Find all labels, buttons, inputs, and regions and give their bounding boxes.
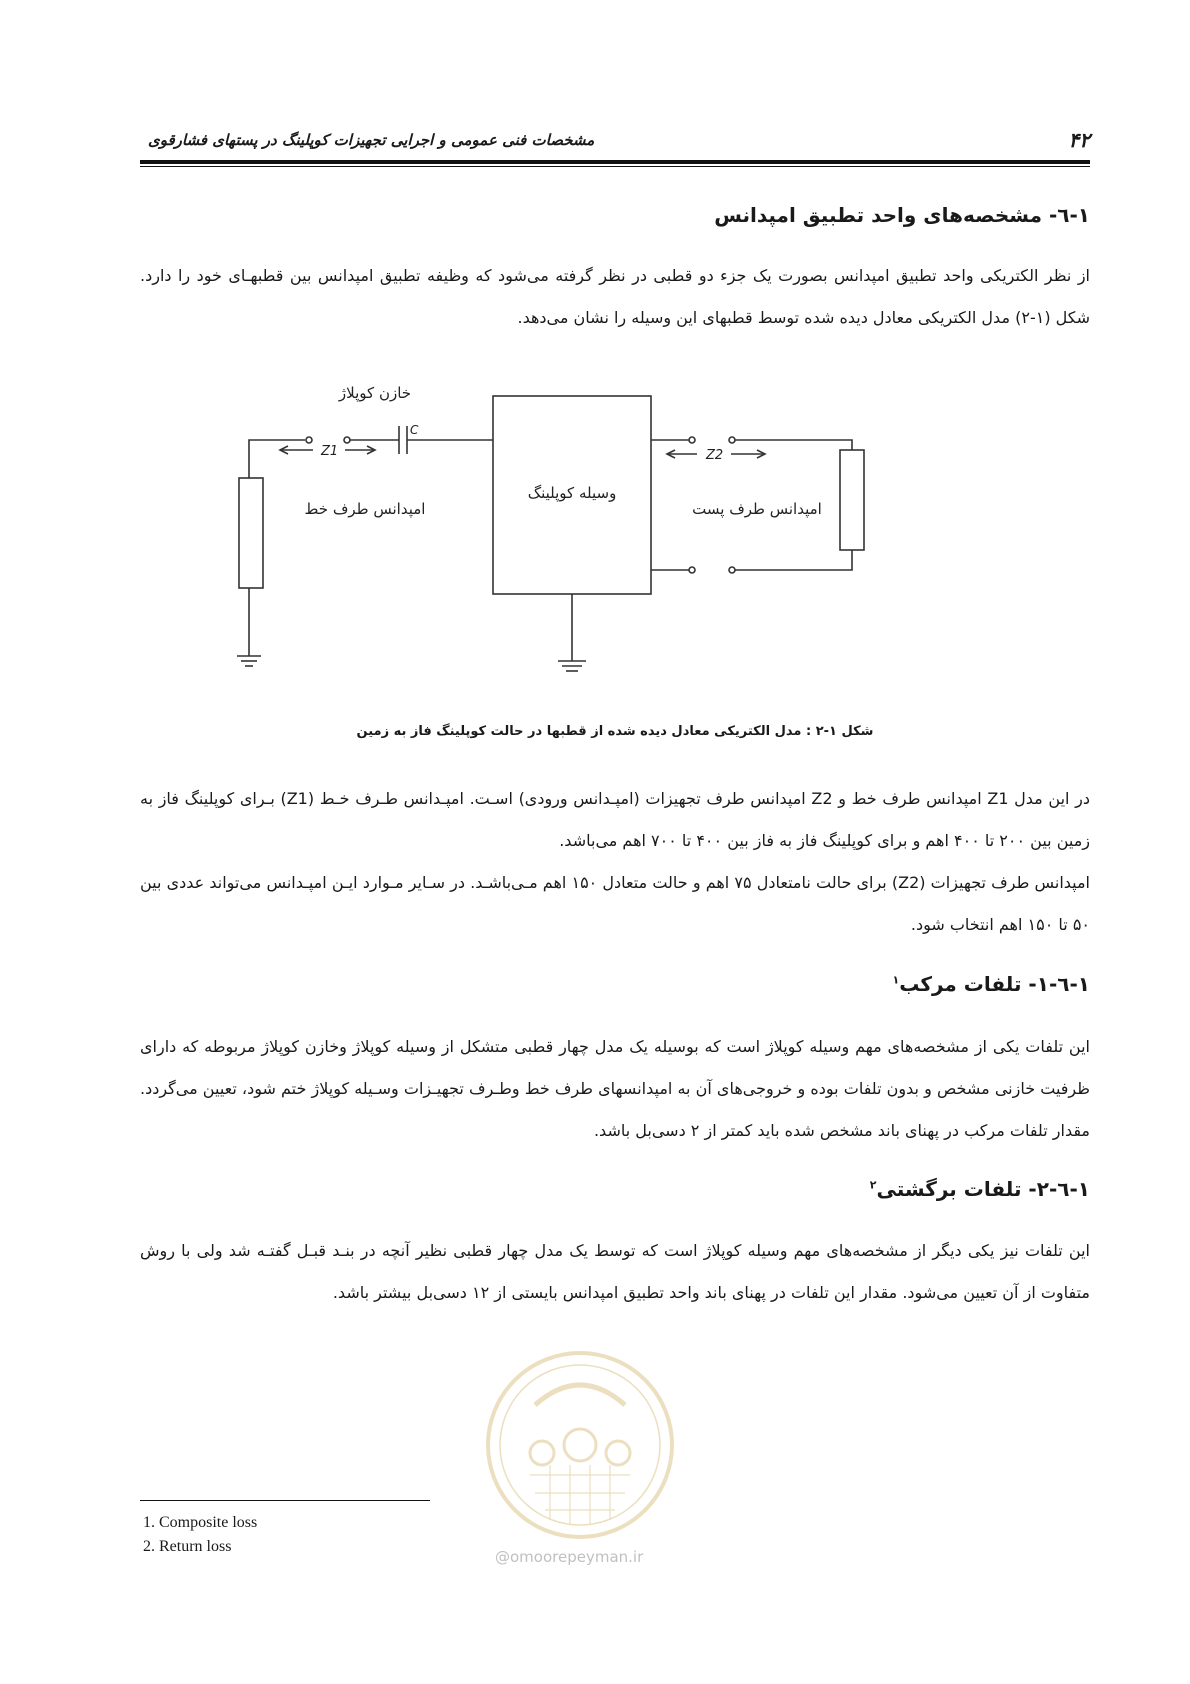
header-rule-thin bbox=[140, 166, 1090, 167]
page-header bbox=[140, 128, 1090, 158]
header-rule-thick bbox=[140, 160, 1090, 164]
post-impedance-resistor bbox=[840, 450, 864, 550]
subsection-2-heading bbox=[870, 1177, 1090, 1201]
watermark-logo bbox=[480, 1345, 680, 1545]
subsection-1-text: این تلفات یکی از مشخصه‌های مهم وسیله کوپلاژ است که بوسیله یک مدل چهار قطبی متشکل از وسیله کوپلاژ وخازن کوپلاژ مربوطه که دارای ظرفیت خازنی مشخص و بدون تلفات بوده و خروجی‌های آن به امپدانسهای طرف خط وطـرف تجهیـزات وسـیله کوپلاژ ختم شود، تعیین می‌گردد. مقدار تلفات مرکب در پهنای باند مشخص شده باید کمتر از ۲ دسی‌بل باشد. bbox=[140, 1037, 1090, 1140]
footnotes bbox=[143, 1511, 257, 1559]
capacitor-c-label: C bbox=[410, 423, 419, 437]
line-impedance-resistor bbox=[239, 478, 263, 588]
watermark-text: @omoorepeyman.ir bbox=[495, 1548, 644, 1566]
footnote-rule bbox=[140, 1500, 430, 1501]
section-heading: ۱-٦- مشخصه‌های واحد تطبیق امپدانس bbox=[714, 203, 1090, 227]
figure-caption: شکل ۱-۲ : مدل الکتریکی معادل دیده شده از قطبها در حالت کوپلینگ فاز به زمین bbox=[356, 724, 874, 739]
post-impedance-label: امپدانس طرف پست bbox=[692, 500, 822, 518]
paragraph-z2: امپدانس طرف تجهیزات (Z2) برای حالت نامتعادل ۷۵ اهم و حالت متعادل ۱۵۰ اهم مـی‌باشـد. در سـایر مـوارد ایـن امپـدانس می‌تواند عددی بین ۵۰ تا ۱۵۰ اهم انتخاب شود. bbox=[140, 873, 1090, 934]
footnote-mark-2: ۲ bbox=[869, 1178, 877, 1192]
intro-paragraph: از نظر الکتریکی واحد تطبیق امپدانس بصورت یک جزء دو قطبی در نظر گرفته می‌شود که وظیفه تطبیق امپدانس بین قطبهـای خود را دارد. شکل (۱-۲) مدل الکتریکی معادل دیده شده توسط قطبهای این وسیله را نشان می‌دهد. bbox=[140, 266, 1090, 327]
running-title: مشخصات فنی عمومی و اجرایی تجهیزات کوپلینگ در پستهای فشارقوی bbox=[148, 131, 595, 149]
footnote-2: 2. Return loss bbox=[143, 1538, 232, 1555]
z2-label: Z2 bbox=[706, 448, 724, 463]
capacitor-label: خازن کوپلاژ bbox=[338, 384, 412, 402]
subsection-1-title: ۱-٦-۱- تلفات مرکب bbox=[899, 972, 1090, 996]
subsection-2-text: این تلفات نیز یکی دیگر از مشخصه‌های مهم وسیله کوپلاژ است که توسط یک مدل چهار قطبی نظیر آنچه در بنـد قبـل گفتـه شد ولی با روش متفاوت از آن تعیین می‌شود. مقدار این تلفات در پهنای باند واحد تطبیق امپدانس بایستی از ۱۲ دسی‌بل بیشتر باشد. bbox=[140, 1241, 1090, 1302]
footnote-1: 1. Composite loss bbox=[143, 1514, 258, 1531]
coupling-device-label: وسیله کوپلینگ bbox=[527, 484, 617, 502]
paragraph-z1: در این مدل Z1 امپدانس طرف خط و Z2 امپدانس طرف تجهیزات (امپـدانس ورودی) اسـت. امپـدانس طـرف خـط (Z1) بـرای کوپلینگ فاز به زمین بین ۲۰۰ تا ۴۰۰ اهم و برای کوپلینگ فاز به فاز بین ۴۰۰ تا ۷۰۰ اهم می‌باشد. bbox=[140, 789, 1091, 850]
z1-label: Z1 bbox=[321, 444, 339, 459]
subsection-1-heading bbox=[892, 972, 1090, 996]
subsection-2-title: ۱-٦-۲- تلفات برگشتی bbox=[876, 1177, 1090, 1201]
circuit-diagram bbox=[235, 378, 875, 718]
footnote-mark-1: ۱ bbox=[892, 973, 900, 987]
page-number: ۴۲ bbox=[1068, 128, 1090, 152]
line-impedance-label: امپدانس طرف خط bbox=[304, 500, 426, 518]
